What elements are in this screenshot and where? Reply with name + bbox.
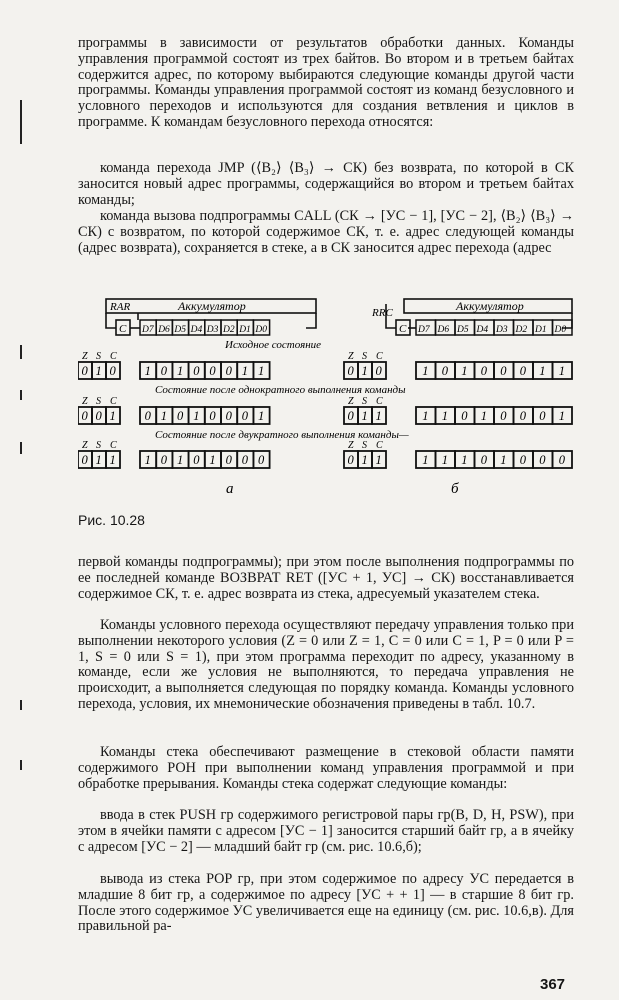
panel-a-acc-value: 0 <box>160 364 168 378</box>
paragraph-stack: Команды стека обеспечивают размещение в стековой области памяти содержимого РОН при выполнении команд управления программой и при обработке прерывания. Команды стека содержат следующие команды: <box>78 744 574 792</box>
panel-a-acc-value: 1 <box>177 453 184 467</box>
paragraph-conditional: Команды условного перехода осуществляют передачу управления только при выполнении некоторого условия (Z = 0 или Z = 1, C = 0 или C = 1, P = 0 или P = 1, S = 0 или S = 1), при этом программа переходит по адресу, указанному в команде, если же условия не выполняются, то передача управления не происходит, а выполняется следующая по порядку команда. Команды условного перехода, условия, их мнемонические обозначения приведены в табл. 10.7. <box>78 617 574 712</box>
panel-a-acc-value: 0 <box>225 364 232 378</box>
paragraph-call: команда вызова подпрограммы CALL (СК → [УС − 1], [УС − 2], ⟨B₂⟩ ⟨B₃⟩ → СК) с возвратом, по которой содержимое СК, т. е. адрес следующей команды (адрес возврата), сохраняется в стеке, а в СК заносится адрес перехода (адрес <box>78 208 574 256</box>
panel-a-flag-value: 0 <box>81 453 88 467</box>
panel-a-sublabel: а <box>226 481 234 497</box>
panel-a-flag-value: 0 <box>109 364 116 378</box>
panel-b-flag-value: 0 <box>347 453 354 467</box>
state-label-twice: Состояние после двукратного выполнения команды— <box>155 429 409 441</box>
panel-a-flag-label: C <box>110 440 117 451</box>
panel-b-bit-label: D7 <box>418 325 430 335</box>
panel-a-bit-label: D3 <box>206 325 219 335</box>
panel-b-bit-label: D1 <box>535 325 547 335</box>
panel-b-acc-value: 1 <box>500 453 507 467</box>
panel-a-bit-label: D6 <box>158 325 170 335</box>
panel-b-acc-value: 1 <box>461 364 468 378</box>
panel-b-flag-label: C <box>376 440 383 451</box>
panel-a-acc-value: 1 <box>258 409 265 423</box>
panel-a-acc-value: 1 <box>241 364 249 378</box>
panel-a-flag-value: 0 <box>95 409 102 423</box>
panel-b-flag-label: C <box>376 351 383 362</box>
panel-a-flag-label: C <box>110 396 117 407</box>
panel-b-acc-value: 1 <box>422 409 429 423</box>
margin-bar <box>20 442 22 454</box>
panel-a-carry-label: C <box>119 323 127 335</box>
panel-a-acc-value: 0 <box>209 364 216 378</box>
panel-a-flag-label: S <box>96 396 101 407</box>
panel-b-flag-label: Z <box>348 440 354 451</box>
margin-bar <box>20 100 22 144</box>
panel-a-acc-value: 0 <box>225 409 232 423</box>
panel-a-acc-value: 0 <box>225 453 232 467</box>
panel-a-acc-value: 0 <box>241 409 249 423</box>
panel-b-acc-value: 0 <box>480 364 487 378</box>
figure-caption: Рис. 10.28 <box>78 512 145 528</box>
panel-b-flag-label: C <box>376 396 383 407</box>
panel-b-sublabel: б <box>451 481 459 497</box>
panel-a-acc-value: 1 <box>144 364 151 378</box>
panel-b-flag-label: S <box>362 351 367 362</box>
panel-a-flag-label: S <box>96 440 101 451</box>
panel-a-flag-value: 1 <box>109 453 116 467</box>
panel-a-acc-value: 0 <box>177 409 184 423</box>
figure-10-28 <box>78 290 578 502</box>
panel-b-acc-value: 0 <box>519 364 526 378</box>
panel-a-flag-value: 1 <box>109 409 116 423</box>
panel-b-acc-value: 1 <box>441 409 448 423</box>
panel-b-accumulator-label: Аккумулятор <box>456 299 524 313</box>
panel-a-accumulator-label: Аккумулятор <box>178 299 246 313</box>
panel-b-acc-value: 0 <box>519 453 526 467</box>
panel-a-flag-value: 0 <box>81 409 88 423</box>
panel-b-flag-label: Z <box>348 396 354 407</box>
panel-b-flag-value: 0 <box>347 364 354 378</box>
panel-b-flag-value: 0 <box>347 409 354 423</box>
paragraph-ret: первой команды подпрограммы); при этом после выполнения подпрограммы по ее последней команде ВОЗВРАТ RET ([УС + 1, УС] → СК) восстанавливается содержимое СК, т. е. адрес возврата из стека, адресуемый указателем стека. <box>78 554 574 602</box>
panel-b-acc-value: 1 <box>558 364 565 378</box>
panel-b-flag-value: 0 <box>375 364 382 378</box>
panel-b-bit-label: D3 <box>496 325 508 335</box>
panel-b-bit-label: D4 <box>476 325 489 335</box>
panel-b-acc-value: 0 <box>441 364 448 378</box>
panel-b-acc-value: 1 <box>480 409 487 423</box>
panel-b-acc-value: 1 <box>422 364 429 378</box>
panel-a-acc-value: 0 <box>258 453 265 467</box>
panel-b-acc-value: 1 <box>539 364 546 378</box>
panel-a-bit-label: D4 <box>190 325 203 335</box>
panel-a-acc-value: 1 <box>258 364 265 378</box>
panel-a-acc-value: 1 <box>177 364 184 378</box>
state-label-initial: Исходное состояние <box>225 339 322 351</box>
paragraph-push: ввода в стек PUSH гр содержимого регистровой пары гр(B, D, H, PSW), при этом в ячейки памяти с адресом [УС − 1] заносится старший байт гр, а в ячейку с адресом [УС − 2] — младший байт гр (см. рис. 10.6,б); <box>78 807 574 855</box>
panel-a-acc-value: 1 <box>209 453 216 467</box>
panel-a-flag-value: 1 <box>95 453 102 467</box>
panel-a-flag-value: 1 <box>95 364 102 378</box>
panel-b-acc-value: 0 <box>500 364 507 378</box>
panel-b-flag-value: 1 <box>361 409 368 423</box>
panel-b-acc-value: 0 <box>539 453 546 467</box>
paragraph-pop: вывода из стека POP гр, при этом содержимое по адресу УС передается в младшие 8 бит гр, а содержимое по адресу [УС + + 1] — в старшие 8 бит гр. После этого содержимое УС увеличивается еще на единицу (см. рис. 10.6,в). Для правильной ра- <box>78 871 574 935</box>
panel-b-acc-value: 0 <box>539 409 546 423</box>
panel-a-acc-value: 0 <box>193 364 200 378</box>
panel-b-acc-value: 0 <box>500 409 507 423</box>
panel-a-acc-value: 0 <box>241 453 249 467</box>
register-diagram <box>78 290 578 502</box>
panel-a-acc-value: 0 <box>209 409 216 423</box>
panel-a-acc-value: 1 <box>144 453 151 467</box>
panel-a-bit-label: D5 <box>174 325 187 335</box>
panel-a-acc-value: 1 <box>193 409 200 423</box>
panel-a-acc-value: 1 <box>160 409 168 423</box>
paragraph-intro: программы в зависимости от результатов обработки данных. Команды управления программой состоят из трех байтов. Во втором и в третьем байтах содержится адрес, по которому выбираются следующие команды другой части программы. Команды управления программой состоят из команд безусловного и условного переходов и используются для создания ветвления и циклов в программе. К командам безусловного перехода относятся: <box>78 35 574 130</box>
panel-a-bit-label: D0 <box>255 325 268 335</box>
panel-a-flag-value: 0 <box>81 364 88 378</box>
panel-a-acc-value: 0 <box>193 453 200 467</box>
panel-b-flag-value: 1 <box>361 364 368 378</box>
panel-b-bit-label: D5 <box>457 325 469 335</box>
panel-b-flag-value: 1 <box>375 409 382 423</box>
panel-a-acc-value: 0 <box>160 453 168 467</box>
panel-a-flag-label: Z <box>82 396 88 407</box>
panel-b-bit-label: D2 <box>515 325 528 335</box>
panel-b-bit-label: D0 <box>554 325 567 335</box>
panel-b-flag-value: 1 <box>361 453 368 467</box>
panel-b-flag-label: S <box>362 396 367 407</box>
panel-a-bit-label: D7 <box>142 325 154 335</box>
panel-b-acc-value: 0 <box>519 409 526 423</box>
panel-a-flag-label: S <box>96 351 101 362</box>
page-number: 367 <box>540 976 566 993</box>
margin-bar <box>20 345 22 359</box>
panel-b-acc-value: 0 <box>558 453 565 467</box>
state-label-once: Состояние после однократного выполнения команды <box>155 384 406 396</box>
panel-b-bit-label: D6 <box>437 325 450 335</box>
panel-b-acc-value: 1 <box>558 409 565 423</box>
panel-b-carry-label: C <box>399 323 407 335</box>
panel-a-acc-value: 0 <box>144 409 151 423</box>
panel-a-flag-label: C <box>110 351 117 362</box>
panel-b-acc-value: 0 <box>461 409 468 423</box>
panel-a-flag-label: Z <box>82 440 88 451</box>
panel-b-flag-label: Z <box>348 351 354 362</box>
panel-b-acc-value: 1 <box>441 453 448 467</box>
panel-b-acc-value: 1 <box>461 453 468 467</box>
margin-bar <box>20 700 22 710</box>
panel-a-bit-label: D1 <box>239 325 251 335</box>
panel-a-flag-label: Z <box>82 351 88 362</box>
panel-b-flag-label: S <box>362 440 367 451</box>
margin-bar <box>20 760 22 770</box>
paragraph-jmp: команда перехода JMP (⟨B₂⟩ ⟨B₃⟩ → СК) без возврата, по которой в СК заносится новый адрес программы, содержащийся во втором и третьем байтах команды; <box>78 160 574 208</box>
panel-b-acc-value: 1 <box>422 453 429 467</box>
panel-a-register-label: RAR <box>110 301 131 313</box>
margin-bar <box>20 390 22 400</box>
panel-a-bit-label: D2 <box>223 325 235 335</box>
panel-b-acc-value: 0 <box>480 453 487 467</box>
panel-b-flag-value: 1 <box>375 453 382 467</box>
panel-b-register-label: RRC <box>372 307 393 319</box>
